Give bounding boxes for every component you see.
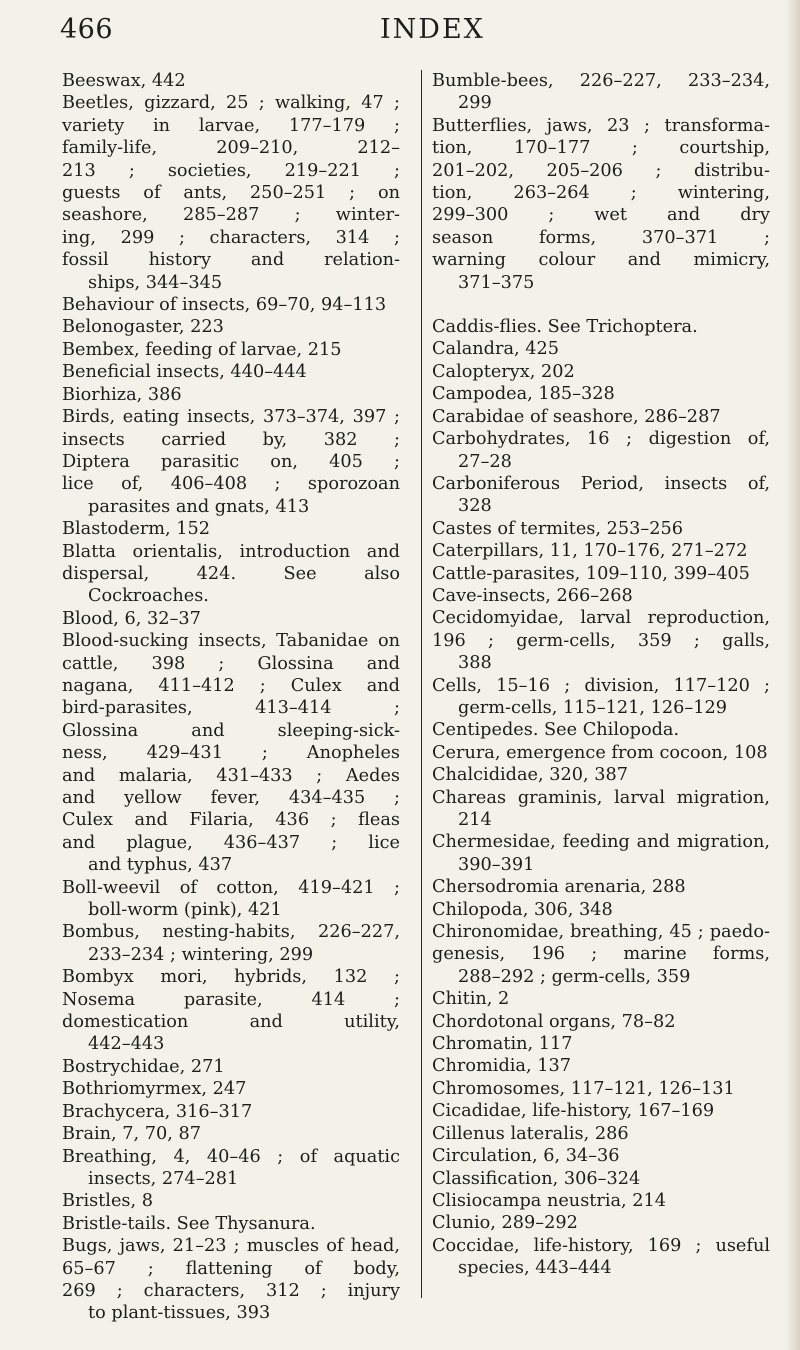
index-entry-line: Nosema parasite, 414 ; xyxy=(62,989,400,1010)
index-entry-line: lice of, 406–408 ; sporozoan xyxy=(62,474,400,495)
index-entry-line: Calopteryx, 202 xyxy=(432,361,575,382)
index-entry-line: Boll-weevil of cotton, 419–421 ; xyxy=(62,877,400,898)
index-entry-line: 27–28 xyxy=(458,451,512,472)
index-entry xyxy=(62,1123,400,1145)
index-entry xyxy=(432,719,770,741)
index-entry-line: 269 ; characters, 312 ; injury xyxy=(62,1280,400,1301)
index-entry-line: Classification, 306–324 xyxy=(432,1168,641,1189)
index-entry-line: Castes of termites, 253–256 xyxy=(432,518,683,539)
index-entry xyxy=(432,1100,770,1122)
index-entry-line: Blood, 6, 32–37 xyxy=(62,608,201,629)
index-entry xyxy=(432,1078,770,1100)
running-head: INDEX xyxy=(380,14,485,45)
index-entry-line: Cockroaches. xyxy=(88,586,209,607)
index-entry xyxy=(432,787,770,832)
index-entry-line: 196 ; germ-cells, 359 ; galls, xyxy=(432,630,770,651)
index-entry xyxy=(432,1212,770,1234)
index-entry xyxy=(62,294,400,316)
page-number: 466 xyxy=(60,14,114,45)
index-entry-line: Bostrychidae, 271 xyxy=(62,1056,225,1077)
index-entry-line: Chermesidae, feeding and migration, xyxy=(432,832,770,853)
index-entry xyxy=(432,899,770,921)
index-entry xyxy=(432,1123,770,1145)
index-entry xyxy=(432,518,770,540)
index-entry-line: Blatta orientalis, introduction and xyxy=(62,541,400,562)
index-column-left xyxy=(62,70,400,1325)
index-entry-line: season forms, 370–371 ; xyxy=(432,227,770,248)
index-entry-line: guests of ants, 250–251 ; on xyxy=(62,183,400,204)
index-entry-line: Campodea, 185–328 xyxy=(432,384,615,405)
index-entry-line: seashore, 285–287 ; winter- xyxy=(62,205,400,226)
index-entry xyxy=(432,540,770,562)
index-entry-line: Chareas graminis, larval migration, xyxy=(432,787,770,808)
index-entry-line: tion, 263–264 ; wintering, xyxy=(432,183,770,204)
index-entry xyxy=(432,1145,770,1167)
index-entry-line: ships, 344–345 xyxy=(88,272,223,293)
index-entry-line: warning colour and mimicry, xyxy=(432,250,770,271)
index-entry-line: 213 ; societies, 219–221 ; xyxy=(62,160,400,181)
index-entry-line: Bristles, 8 xyxy=(62,1191,153,1212)
index-entry-line: Coccidae, life-history, 169 ; useful xyxy=(432,1235,770,1256)
index-entry-line: Caddis-flies. See Trichoptera. xyxy=(432,317,698,338)
index-entry-line: Cells, 15–16 ; division, 117–120 ; xyxy=(432,675,770,696)
index-entry-line: dispersal, 424. See also xyxy=(62,563,400,584)
index-entry-line: Chitin, 2 xyxy=(432,989,510,1010)
index-entry xyxy=(432,1235,770,1280)
index-entry-line: Chalcididae, 320, 387 xyxy=(432,765,629,786)
index-entry xyxy=(62,1101,400,1123)
index-entry xyxy=(62,877,400,922)
index-entry xyxy=(432,361,770,383)
index-entry xyxy=(432,921,770,988)
index-entry-line: Blood-sucking insects, Tabanidae on xyxy=(62,631,400,652)
index-entry xyxy=(62,966,400,1056)
index-entry xyxy=(432,1011,770,1033)
index-entry-line: Cicadidae, life-history, 167–169 xyxy=(432,1101,715,1122)
index-entry xyxy=(432,563,770,585)
index-entry-line: bird-parasites, 413–414 ; xyxy=(62,698,400,719)
index-entry-line: Bothriomyrmex, 247 xyxy=(62,1079,247,1100)
index-entry-line: 65–67 ; flattening of body, xyxy=(62,1258,400,1279)
index-entry xyxy=(432,428,770,473)
index-entry-line: boll-worm (pink), 421 xyxy=(88,900,282,921)
index-entry-line: 299 xyxy=(458,93,492,114)
index-entry-line: cattle, 398 ; Glossina and xyxy=(62,653,400,674)
index-entry-line: Bembex, feeding of larvae, 215 xyxy=(62,339,342,360)
index-entry xyxy=(62,1213,400,1235)
index-entry-line: Chromatin, 117 xyxy=(432,1034,573,1055)
index-entry-line: parasites and gnats, 413 xyxy=(88,496,310,517)
index-entry-line: Blastoderm, 152 xyxy=(62,519,211,540)
index-entry xyxy=(62,339,400,361)
index-entry-line: and yellow fever, 434–435 ; xyxy=(62,788,400,808)
index-entry-line: and malaria, 431–433 ; Aedes xyxy=(62,765,400,786)
index-entry xyxy=(432,70,770,115)
index-entry-line: Chromosomes, 117–121, 126–131 xyxy=(432,1078,735,1099)
index-entry-line: Behaviour of insects, 69–70, 94–113 xyxy=(62,295,387,316)
index-entry xyxy=(62,518,400,540)
index-entry xyxy=(432,988,770,1010)
index-entry-line: Caterpillars, 11, 170–176, 271–272 xyxy=(432,541,748,562)
index-entry-line: Breathing, 4, 40–46 ; of aquatic xyxy=(62,1146,400,1167)
index-entry xyxy=(62,361,400,383)
index-entry xyxy=(62,384,400,406)
index-entry xyxy=(432,316,770,338)
index-entry-line: Cillenus lateralis, 286 xyxy=(432,1123,629,1144)
index-entry xyxy=(62,541,400,608)
index-entry-line: Bugs, jaws, 21–23 ; muscles of head, xyxy=(62,1236,400,1257)
index-entry xyxy=(432,831,770,876)
index-entry xyxy=(62,630,400,876)
index-entry-line: ness, 429–431 ; Anopheles xyxy=(62,743,400,764)
index-entry-line: Chromidia, 137 xyxy=(432,1056,571,1077)
index-entry-line: Chersodromia arenaria, 288 xyxy=(432,877,686,898)
index-entry xyxy=(432,473,770,518)
index-entry xyxy=(432,675,770,720)
index-entry xyxy=(62,1235,400,1325)
index-entry-line: Circulation, 6, 34–36 xyxy=(432,1146,620,1167)
index-entry xyxy=(62,1190,400,1212)
index-entry-line: Culex and Filaria, 436 ; fleas xyxy=(62,810,400,831)
index-entry xyxy=(62,92,400,294)
index-entry-line: Clisiocampa neustria, 214 xyxy=(432,1190,667,1211)
index-entry-line: Bombyx mori, hybrids, 132 ; xyxy=(62,967,400,988)
index-entry-line: Diptera parasitic on, 405 ; xyxy=(62,451,400,472)
index-entry xyxy=(62,316,400,338)
index-entry-line: Carabidae of seashore, 286–287 xyxy=(432,406,721,427)
index-entry-line: Beneficial insects, 440–444 xyxy=(62,362,307,383)
index-entry-line: and plague, 436–437 ; lice xyxy=(62,832,400,853)
index-entry-line: variety in larvae, 177–179 ; xyxy=(62,115,400,136)
index-entry xyxy=(432,585,770,607)
index-entry-line: Beetles, gizzard, 25 ; walking, 47 ; xyxy=(62,93,400,114)
index-entry-line: Biorhiza, 386 xyxy=(62,384,182,405)
index-entry-line: to plant-tissues, 393 xyxy=(88,1303,271,1324)
index-entry xyxy=(432,115,770,294)
index-entry xyxy=(432,1033,770,1055)
index-entry-line: Cave-insects, 266–268 xyxy=(432,585,633,606)
index-entry xyxy=(432,338,770,360)
index-entry-line: Bumble-bees, 226–227, 233–234, xyxy=(432,71,770,91)
index-entry xyxy=(432,742,770,764)
index-entry xyxy=(62,406,400,518)
index-entry xyxy=(62,70,400,92)
index-entry-line: Cerura, emergence from cocoon, 108 xyxy=(432,742,768,763)
index-entry-line: Chordotonal organs, 78–82 xyxy=(432,1011,676,1032)
index-entry-line: Carbohydrates, 16 ; digestion of, xyxy=(432,429,770,450)
index-entry-line: Belonogaster, 223 xyxy=(62,317,224,338)
index-entry-line: Clunio, 289–292 xyxy=(432,1213,578,1234)
index-entry-line: Calandra, 425 xyxy=(432,339,559,360)
column-rule xyxy=(421,70,422,1298)
index-entry xyxy=(432,383,770,405)
index-entry-line: 288–292 ; germ-cells, 359 xyxy=(458,966,691,987)
index-entry-line: Centipedes. See Chilopoda. xyxy=(432,720,680,741)
page-edge xyxy=(786,0,800,1350)
index-entry-line: 201–202, 205–206 ; distribu- xyxy=(432,160,770,181)
index-entry-line: 390–391 xyxy=(458,854,535,875)
index-entry-line: 442–443 xyxy=(88,1034,165,1055)
index-entry-line: Glossina and sleeping-sick- xyxy=(62,720,400,741)
index-entry-line: and typhus, 437 xyxy=(88,855,233,876)
index-entry xyxy=(432,1190,770,1212)
index-entry xyxy=(62,921,400,966)
index-entry-line: Beeswax, 442 xyxy=(62,71,186,91)
index-entry xyxy=(62,608,400,630)
index-entry-line: 299–300 ; wet and dry xyxy=(432,205,770,226)
index-entry-line: Butterflies, jaws, 23 ; transforma- xyxy=(432,115,770,136)
index-entry xyxy=(432,876,770,898)
index-entry xyxy=(432,607,770,674)
index-entry-line: Birds, eating insects, 373–374, 397 ; xyxy=(62,407,400,428)
index-entry-line: 328 xyxy=(458,496,492,517)
index-entry xyxy=(62,1078,400,1100)
index-entry-line: germ-cells, 115–121, 126–129 xyxy=(458,697,727,718)
index-entry-line: 214 xyxy=(458,810,492,830)
index-entry-line: nagana, 411–412 ; Culex and xyxy=(62,675,400,696)
index-entry-line: 388 xyxy=(458,653,492,674)
index-entry-line: Brachycera, 316–317 xyxy=(62,1101,253,1122)
index-entry-line: species, 443–444 xyxy=(458,1258,612,1279)
index-entry-line: Carboniferous Period, insects of, xyxy=(432,473,770,494)
index-entry-line: tion, 170–177 ; courtship, xyxy=(432,138,770,159)
index-entry-line: Chilopoda, 306, 348 xyxy=(432,899,613,920)
index-column-right xyxy=(432,70,770,1280)
index-entry-line: Chironomidae, breathing, 45 ; paedo- xyxy=(432,922,770,943)
index-entry-line: domestication and utility, xyxy=(62,1012,400,1033)
index-entry-line: family-life, 209–210, 212– xyxy=(62,138,400,159)
index-entry xyxy=(62,1056,400,1078)
index-entry xyxy=(432,1055,770,1077)
index-entry-line: 233–234 ; wintering, 299 xyxy=(88,944,314,965)
index-entry-line: fossil history and relation- xyxy=(62,250,400,271)
index-entry-line: Cecidomyidae, larval reproduction, xyxy=(432,608,770,629)
index-entry-line: Bristle-tails. See Thysanura. xyxy=(62,1213,316,1234)
index-entry-line: Brain, 7, 70, 87 xyxy=(62,1124,202,1145)
index-entry-line: genesis, 196 ; marine forms, xyxy=(432,944,770,965)
index-entry-line: ing, 299 ; characters, 314 ; xyxy=(62,227,400,248)
index-entry xyxy=(432,1168,770,1190)
index-entry xyxy=(62,1146,400,1191)
index-entry-line: Cattle-parasites, 109–110, 399–405 xyxy=(432,563,750,584)
index-entry xyxy=(432,406,770,428)
index-entry-line: insects, 274–281 xyxy=(88,1168,239,1189)
index-entry-line: Bombus, nesting-habits, 226–227, xyxy=(62,922,400,943)
index-entry xyxy=(432,764,770,786)
page-header xyxy=(60,14,750,54)
index-entry-line: insects carried by, 382 ; xyxy=(62,429,400,450)
index-entry-line: 371–375 xyxy=(458,272,535,293)
